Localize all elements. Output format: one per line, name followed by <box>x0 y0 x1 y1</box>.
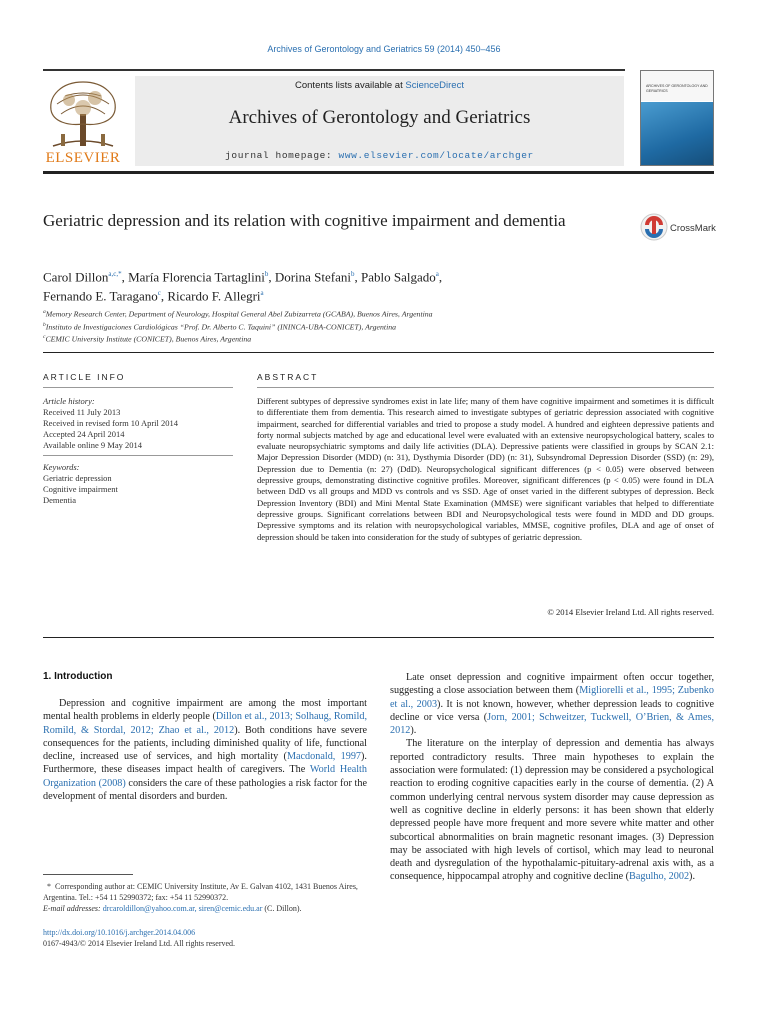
affiliation-text: CEMIC University Institute (CONICET), Buenos Aires, Argentina <box>45 334 252 344</box>
citation-link[interactable]: World Health Organization (2008) <box>43 764 367 789</box>
header-bottom-rule <box>43 171 714 174</box>
author-name: Fernando E. Taragano <box>43 288 158 304</box>
body-text: ). <box>410 725 417 737</box>
article-info-label: ARTICLE INFO <box>43 372 126 382</box>
history-entry: Available online 9 May 2014 <box>43 440 142 450</box>
info-divider <box>43 455 233 456</box>
author-separator: , <box>438 269 443 285</box>
abstract-copyright: © 2014 Elsevier Ireland Ltd. All rights reserved. <box>547 607 714 617</box>
body-text: considers the care of these pathologies a risk factor for the development of mental disorders and burden. <box>43 777 367 803</box>
citation-link[interactable]: Dillon et al., 2013; Solhaug, Romild, Romild, & Stordal, 2012; Zhao et al., 2012 <box>43 711 367 736</box>
body-text: ). Furthermore, these diseases impact health of caregivers. The <box>43 751 367 776</box>
journal-name: Archives of Gerontology and Geriatrics <box>228 107 531 128</box>
affiliation-mark: a <box>43 309 46 315</box>
author-affiliation-mark[interactable]: b <box>351 270 355 278</box>
body-text: ). <box>689 871 695 883</box>
affiliation <box>43 307 663 320</box>
author-affiliation-mark[interactable]: b <box>264 270 269 278</box>
corresponding-text: Corresponding author at: CEMIC University Institute, Av E. Galvan 4102, 1431 Buenos Aires, Argentina. Tel.: +54 11 52990372; fax: +54 11 52990372. <box>43 882 358 902</box>
author-name: Dorina Stefani <box>274 269 351 285</box>
homepage-prefix: journal homepage: <box>225 150 339 161</box>
keyword: Geriatric depression <box>43 473 112 483</box>
divider-rule <box>43 352 714 353</box>
body-text: Late onset depression and cognitive impairment often occur together, suggesting a close association between them ( <box>390 672 714 697</box>
citation-link[interactable]: Bagulho, 2002 <box>629 871 690 883</box>
doi-block <box>43 927 373 949</box>
body-text: ). It is not known, however, whether depression leads to cognitive decline or vice versa ( <box>390 698 714 723</box>
author-affiliation-mark[interactable]: a <box>435 270 439 278</box>
abstract-text: Different subtypes of depressive syndromes exist in late life; many of them have cognitive impairment and sometimes it is difficult to differentiate them from dementia. This research aimed to investigate subtypes of geriatric depression associated with cognitive impairment, searched for differential variables and tried to propose a study model. A hundred and eighteen depressive patients and forty normal subjects matched by age and educational level were evaluated with an extensive neuropsychological battery, scales to evaluate neuropsychiatric symptoms and daily life activities (DLA). Depressive patients were classified in groups by SCAN 2.1: Major Depression Disorder (MDD) (n: 31), Dysthymia Disorder (DD) (n: 31), Subsyndromal Depression Disorder (SSD) (n: 29), Depression due to Dementia (n: 27) (DdD). Neuropsychological significant differences (p < 0.05) were observed between depressive groups, demonstrating distinctive cognitive profiles. Moreover, significant differences (p < 0.05) were found in DLA between DdD vs all groups and MDD vs controls and vs SSD. Age of onset varied in the different subtypes of depression. Beck Depression Inventory (BDI) and Mini Mental State Examination (MMSE) were significant variables that helped to differentiate depressive groups. Significant correlations between BDI and Neuropsychological tests were found in MDD and DD groups. Depressive symptoms and its relation with neuropsychological variables, MMSE, cognitive profiles, DLA and age of onset of depression should be taken into consideration for the study of subtypes of geriatric depression. <box>257 396 714 542</box>
abstract-rule <box>257 387 714 388</box>
body-text: The literature on the interplay of depression and dementia has always reported contradictory results. Three main hypotheses to explain the association were formulated: (1) depression may be considered a psychological reaction to eroding cognitive capacities early in the course of dementia. (2) A common underlying central nervous system disorder may cause depression as well as cognitive decline in elderly persons: it has been shown that elderly depressed people have more frequent and more severe white matter and other subcortical abnormalities on brain magnetic resonant images. (3) Depression may be associated with high levels of cortisol, which may lead to neuronal death and dysregulation of the hypothalamic-pituitary-adrenal axis with, as a consequence, hippocampal atrophy and cognitive decline ( <box>390 738 714 883</box>
citation-link[interactable]: Jorn, 2001; Schweitzer, Tuckwell, O’Brien, & Ames, 2012 <box>390 711 714 737</box>
author-name: Carol Dillon <box>43 269 109 285</box>
author-name: María Florencia Tartaglini <box>128 269 265 285</box>
article-title: Geriatric depression and its relation with cognitive impairment and dementia <box>43 211 566 230</box>
affiliation-list <box>43 307 663 345</box>
elsevier-wordmark: ELSEVIER <box>45 150 121 166</box>
author-affiliation-mark[interactable]: a,c,* <box>108 270 122 278</box>
history-entry: Received 11 July 2013 <box>43 407 121 417</box>
body-text: Depression and cognitive impairment are among the most important mental health problems in elderly people ( <box>43 698 367 723</box>
citation-link[interactable]: Migliorelli et al., 1995; Zubenko et al., 2003 <box>390 685 714 710</box>
author-list <box>43 266 663 305</box>
keyword: Dementia <box>43 495 77 505</box>
paragraph <box>43 697 367 803</box>
cover-title: ARCHIVES OF GERONTOLOGY AND GERIATRICS <box>646 84 708 93</box>
body-column-right <box>390 671 714 884</box>
history-entry: Accepted 24 April 2014 <box>43 429 125 439</box>
affiliation <box>43 332 663 345</box>
keywords-label: Keywords: <box>43 462 80 472</box>
body-text: ). Both conditions have severe consequences for the patients, including diminished quality of life, functional decline, increased use of services, and high mortality ( <box>43 724 368 763</box>
author-affiliation-mark[interactable]: c <box>157 289 161 298</box>
author-separator: , <box>121 269 129 285</box>
email-suffix: (C. Dillon). <box>264 904 302 913</box>
affiliation-mark: b <box>43 321 46 328</box>
keyword: Cognitive impairment <box>43 484 118 494</box>
header-top-rule <box>43 69 625 71</box>
cover-image <box>641 102 713 165</box>
history-list <box>43 407 233 451</box>
email-links[interactable]: drcaroldillon@yahoo.com.ar, siren@cemic.edu.ar <box>102 904 263 913</box>
email-label: E-mail addresses: <box>43 904 101 913</box>
footnote-marker: * <box>43 882 55 891</box>
section-heading: 1. Introduction <box>43 671 113 682</box>
journal-citation[interactable]: Archives of Gerontology and Geriatrics 59 (2014) 450–456 <box>267 44 501 54</box>
contents-line <box>135 80 624 91</box>
footnote-rule <box>43 874 133 875</box>
article-info <box>43 396 233 506</box>
sciencedirect-link[interactable]: ScienceDirect <box>405 80 464 91</box>
contents-prefix: Contents lists available at <box>295 80 406 91</box>
author-affiliation-mark[interactable]: a <box>260 289 264 298</box>
homepage-line <box>135 150 624 161</box>
affiliation-text: Memory Research Center, Department of Neurology, Hospital General Abel Zubizarreta (GCABA), Buenos Aires, Argentina <box>45 309 433 319</box>
paragraph <box>390 671 714 737</box>
affiliation-mark: c <box>43 334 46 341</box>
author-name: Pablo Salgado <box>361 269 436 285</box>
keyword-list <box>43 473 233 506</box>
paragraph <box>390 737 714 883</box>
divider-rule <box>43 637 714 638</box>
author-separator: , <box>160 288 168 304</box>
affiliation-text: Instituto de Investigaciones Cardiológicas “Prof. Dr. Alberto C. Taquini” (ININCA-UBA-CONICET), Argentina <box>45 322 397 332</box>
history-entry: Received in revised form 10 April 2014 <box>43 418 179 428</box>
abstract-label: ABSTRACT <box>257 372 319 382</box>
article-info-rule <box>43 387 233 388</box>
doi-link[interactable]: http://dx.doi.org/10.1016/j.archger.2014.04.006 <box>43 928 196 937</box>
citation-link[interactable]: Macdonald, 1997 <box>286 751 362 763</box>
issn-line: 0167-4943/© 2014 Elsevier Ireland Ltd. All rights reserved. <box>43 939 236 948</box>
corresponding-author-footnote <box>43 881 373 914</box>
author-separator: , <box>268 269 275 285</box>
homepage-link[interactable]: www.elsevier.com/locate/archger <box>338 150 534 161</box>
crossmark-label[interactable]: CrossMark <box>670 223 716 234</box>
author-separator: , <box>354 269 361 285</box>
affiliation <box>43 320 663 333</box>
author-name: Ricardo F. Allegri <box>167 288 261 304</box>
body-column-left <box>43 697 367 803</box>
history-label: Article history: <box>43 396 95 406</box>
